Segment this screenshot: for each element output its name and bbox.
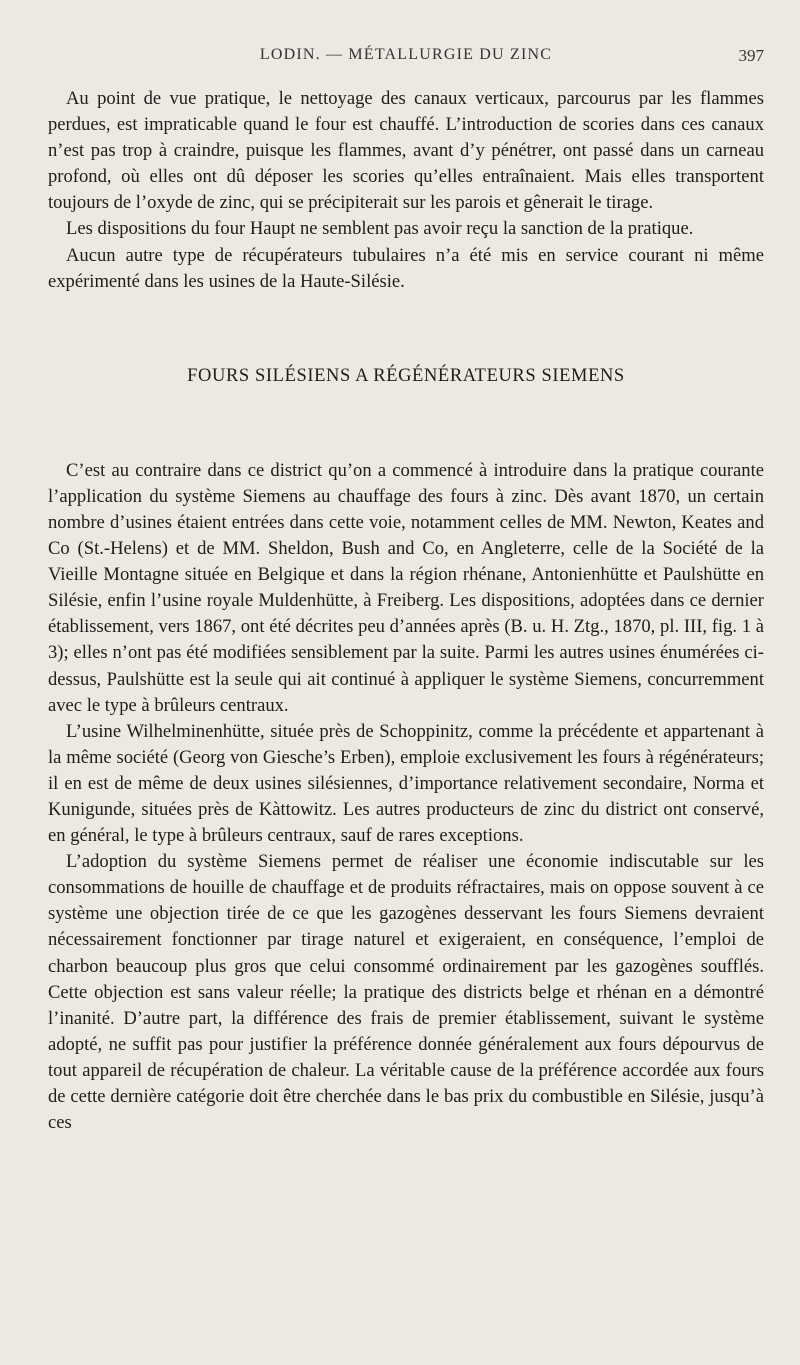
paragraph: Les dispositions du four Haupt ne semblent pas avoir reçu la sanction de la pratique.	[66, 218, 694, 240]
section-body	[48, 458, 764, 1136]
running-title: LODIN. — MÉTALLURGIE DU ZINC	[259, 46, 553, 63]
paragraph: Au point de vue pratique, le nettoyage des canaux verticaux, parcourus par les flammes perdues, est impraticable quand le four est chauffé. L’introduction de scories dans ces canaux n’est pas trop à craindre, puisque les flammes, avant d’y pénétrer, ont passé dans un carneau profond, où elles ont dû déposer les scories qu’elles entraînaient. Mais elles transportent toujours de l’oxyde de zinc, qui se précipiterait sur les parois et gênerait le tirage.	[48, 88, 764, 214]
section-continuation	[48, 86, 764, 295]
section-heading: FOURS SILÉSIENS A RÉGÉNÉRATEURS SIEMENS	[187, 365, 625, 386]
running-head	[48, 0, 764, 64]
paragraph: Aucun autre type de récupérateurs tubulaires n’a été mis en service courant ni même expérimenté dans les usines de la Haute-Silésie.	[48, 244, 764, 292]
paragraph: C’est au contraire dans ce district qu’on a commencé à introduire dans la pratique courante l’application du système Siemens au chauffage des fours à zinc. Dès avant 1870, un certain nombre d’usines étaient entrées dans cette voie, notamment celles de MM. Newton, Keates and Co (St.-Helens) et de MM. Sheldon, Bush and Co, en Angleterre, celle de la Société de la Vieille Montagne située en Belgique et dans la région rhénane, Antonienhütte et Paulshütte en Silésie, enfin l’usine royale Muldenhütte, à Freiberg. Les dispositions, adoptées dans ce dernier établissement, vers 1867, ont été décrites peu d’années après (B. u. H. Ztg., 1870, pl. III, fig. 1 à 3); elles n’ont pas été modifiées sensiblement par la suite. Parmi les autres usines énumérées ci-dessus, Paulshütte est la seule qui ait continué à appliquer le système Siemens, concurremment avec le type à brûleurs centraux.	[48, 459, 764, 716]
paragraph: L’usine Wilhelminenhütte, située près de Schoppinitz, comme la précédente et appartenant à la même société (Georg von Giesche’s Erben), emploie exclusivement les fours à régénérateurs; il en est de même de deux usines silésiennes, d’importance relativement secondaire, Norma et Kunigunde, situées près de Kàttowitz. Les autres producteurs de zinc du district ont conservé, en général, le type à brûleurs centraux, sauf de rares exceptions.	[48, 720, 764, 847]
page-number: 397	[738, 46, 764, 65]
paragraph: L’adoption du système Siemens permet de réaliser une économie indiscutable sur les consommations de houille de chauffage et de produits réfractaires, mais on oppose souvent à ce système une objection tirée de ce que les gazogènes desservant les fours Siemens devraient nécessairement fonctionner par tirage naturel et exigeraient, en conséquence, l’emploi de charbon beaucoup plus gros que celui consommé ordinairement par les gazogènes soufflés. Cette objection est sans valeur réelle; la pratique des districts belge et rhénan en a démontré l’inanité. D’autre part, la différence des frais de premier établissement, suivant le système adopté, ne suffit pas pour justifier la préférence donnée généralement aux fours dépourvus de tout appareil de récupération de chaleur. La véritable cause de la préférence accordée aux fours de cette dernière catégorie doit être cherchée dans le bas prix du combustible en Silésie, jusqu’à ces	[48, 851, 764, 1134]
